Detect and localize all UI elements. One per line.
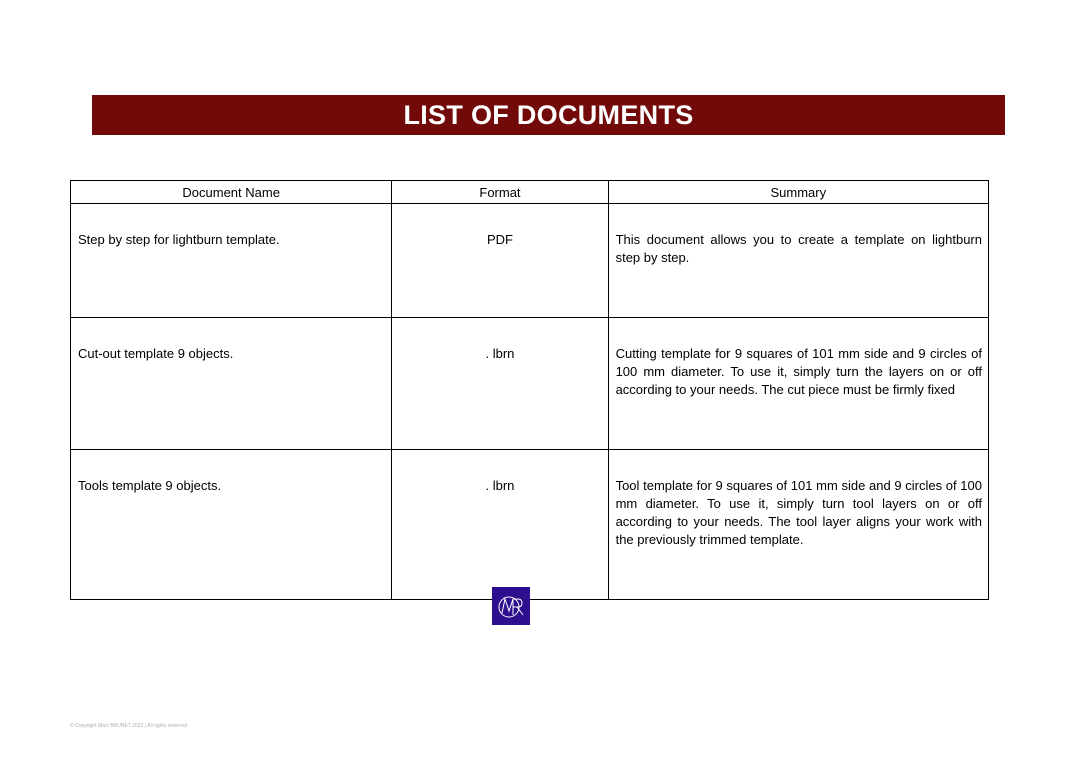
page-title: LIST OF DOCUMENTS [403,99,694,130]
table-row [71,318,989,450]
document-name-cell: Step by step for lightburn template. [71,204,392,318]
table-header-row [71,181,989,204]
document-name-cell: Tools template 9 objects. [71,450,392,600]
format-cell: . lbrn [392,450,608,600]
format-cell: PDF [392,204,608,318]
summary-cell: This document allows you to create a template on lightburn step by step. [608,204,988,318]
table-row [71,450,989,600]
table-row [71,204,989,318]
format-cell: . lbrn [392,318,608,450]
documents-table [70,180,989,600]
title-banner [92,95,1005,135]
copyright-notice: © Copyright Marc BRUNET 2022 | All rights reserved [70,723,188,729]
column-header-document-name: Document Name [71,181,392,204]
summary-cell: Cutting template for 9 squares of 101 mm side and 9 circles of 100 mm diameter. To use it, simply turn the layers on or off according to your needs. The cut piece must be firmly fixed [608,318,988,450]
column-header-summary: Summary [608,181,988,204]
mvr-monogram-icon [492,587,530,625]
column-header-format: Format [392,181,608,204]
summary-cell: Tool template for 9 squares of 101 mm side and 9 circles of 100 mm diameter. To use it, simply turn tool layers on or off according to your needs. The tool layer aligns your work with the previously trimmed template. [608,450,988,600]
document-name-cell: Cut-out template 9 objects. [71,318,392,450]
